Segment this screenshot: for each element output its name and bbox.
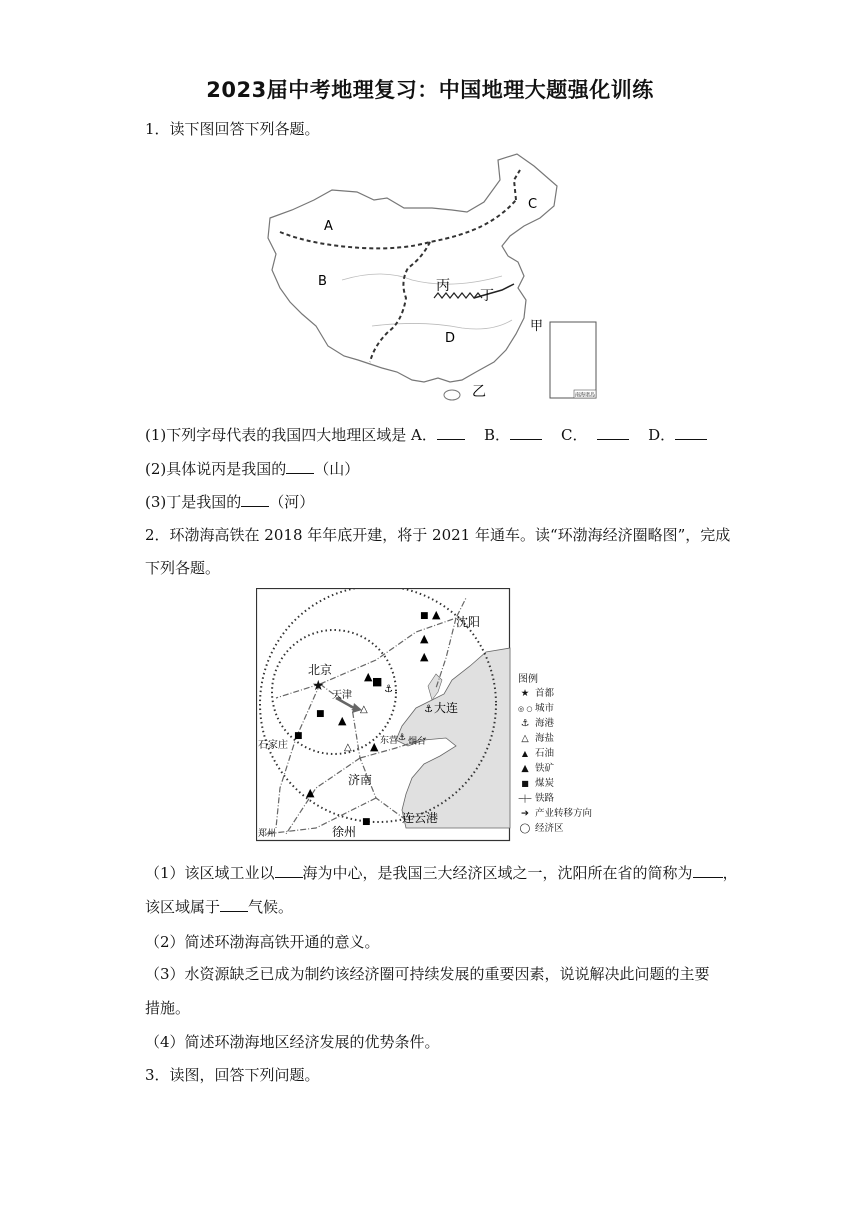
svg-text:▲: ▲ <box>420 650 429 663</box>
label-xuzhou: 徐州 <box>332 825 357 839</box>
region-a-label: A <box>324 219 333 234</box>
legend-railway: ─┼─ 铁路 <box>518 793 555 804</box>
q2-sub3-line1: （3）水资源缺乏已成为制约该经济圈可持续发展的重要因素，说说解决此问题的主要 <box>145 965 710 983</box>
label-dongying: 东营 <box>380 736 399 746</box>
q2-stem-line1: 2．环渤海高铁在 2018 年年底开建，将于 2021 年通车。读“环渤海经济圈略图”，完成 <box>145 526 731 544</box>
svg-text:▲: ▲ <box>370 740 379 753</box>
q1-sub1: (1)下列字母代表的我国四大地理区域是 A． B． C． D． <box>145 424 707 445</box>
label-lianyungang: 连云港 <box>402 811 439 825</box>
yi-label: 乙 <box>472 384 486 400</box>
legend-title: 图例 <box>518 674 538 685</box>
svg-text:★: ★ <box>312 678 325 694</box>
svg-text:■: ■ <box>294 731 303 741</box>
label-tianjin: 天津 <box>332 690 352 701</box>
legend-iron-ore: ▲ 铁矿 <box>521 763 555 774</box>
q2-sub4: （4）简述环渤海地区经济发展的优势条件。 <box>145 1033 440 1051</box>
svg-text:⚓: ⚓ <box>384 684 393 695</box>
q2-sub2: （2）简述环渤海高铁开通的意义。 <box>145 933 380 951</box>
bohai-map-figure <box>256 588 512 846</box>
q2-stem-line2: 下列各题。 <box>145 559 221 577</box>
region-d-label: D <box>445 331 456 346</box>
svg-text:▲: ▲ <box>432 608 441 621</box>
q1-sub2: (2)具体说丙是我国的 （山） <box>145 460 360 478</box>
label-yantai: 烟台 <box>408 737 427 747</box>
bing-label: 丙 <box>436 278 450 294</box>
region-c-label: C <box>528 197 538 212</box>
svg-text:⚓: ⚓ <box>398 733 407 743</box>
svg-text:▲: ▲ <box>306 786 315 799</box>
legend-economic-zone: ◯ 经济区 <box>519 823 564 834</box>
legend-capital: ★ 首都 <box>520 688 555 699</box>
legend-industry-transfer: ➔ 产业转移方向 <box>521 808 593 819</box>
q3-stem: 3．读图，回答下列问题。 <box>145 1066 320 1084</box>
svg-text:■: ■ <box>316 709 325 719</box>
svg-text:▲: ▲ <box>338 714 347 727</box>
svg-text:△: △ <box>344 742 352 753</box>
label-jinan: 济南 <box>348 773 373 787</box>
bohai-map-legend <box>518 670 628 840</box>
svg-text:▲: ▲ <box>420 632 429 645</box>
label-zhengzhou: 郑州 <box>258 829 277 839</box>
legend-sea-salt: △ 海盐 <box>521 733 555 744</box>
legend-coal: ■ 煤炭 <box>521 778 555 789</box>
q2-sub1-line2: 该区域属于 气候。 <box>145 898 294 916</box>
region-b-label: B <box>318 274 327 289</box>
svg-text:▲: ▲ <box>364 670 373 683</box>
inset-label: 南海诸岛 <box>574 392 596 399</box>
jia-label: 甲 <box>530 319 544 334</box>
q2-sub3-line2: 措施。 <box>145 999 191 1017</box>
q1-sub3: (3)丁是我国的 （河） <box>145 493 315 511</box>
svg-text:⚓: ⚓ <box>424 704 433 715</box>
legend-city: ◎ ○ 城市 <box>518 703 555 714</box>
ding-label: 丁 <box>480 288 494 304</box>
china-outline <box>268 154 557 382</box>
label-beijing: 北京 <box>308 663 333 677</box>
svg-text:■: ■ <box>420 611 429 621</box>
q1-stem: 1．读下图回答下列各题。 <box>145 120 320 138</box>
label-shenyang: 沈阳 <box>456 615 481 629</box>
svg-text:■: ■ <box>362 817 371 827</box>
svg-text:△: △ <box>360 704 368 715</box>
q2-sub1-line1: （1）该区域工业以 海为中心，是我国三大经济区域之一，沈阳所在省的简称为 ， <box>145 864 738 882</box>
china-map-figure <box>262 150 602 408</box>
label-dalian: 大连 <box>434 701 459 715</box>
legend-oil: ▲ 石油 <box>521 748 555 759</box>
legend-port: ⚓ 海港 <box>520 718 555 729</box>
label-shijiazhuang: 石家庄 <box>258 740 288 751</box>
page-title: 2023届中考地理复习：中国地理大题强化训练 <box>206 78 654 102</box>
svg-text:■: ■ <box>372 675 383 688</box>
